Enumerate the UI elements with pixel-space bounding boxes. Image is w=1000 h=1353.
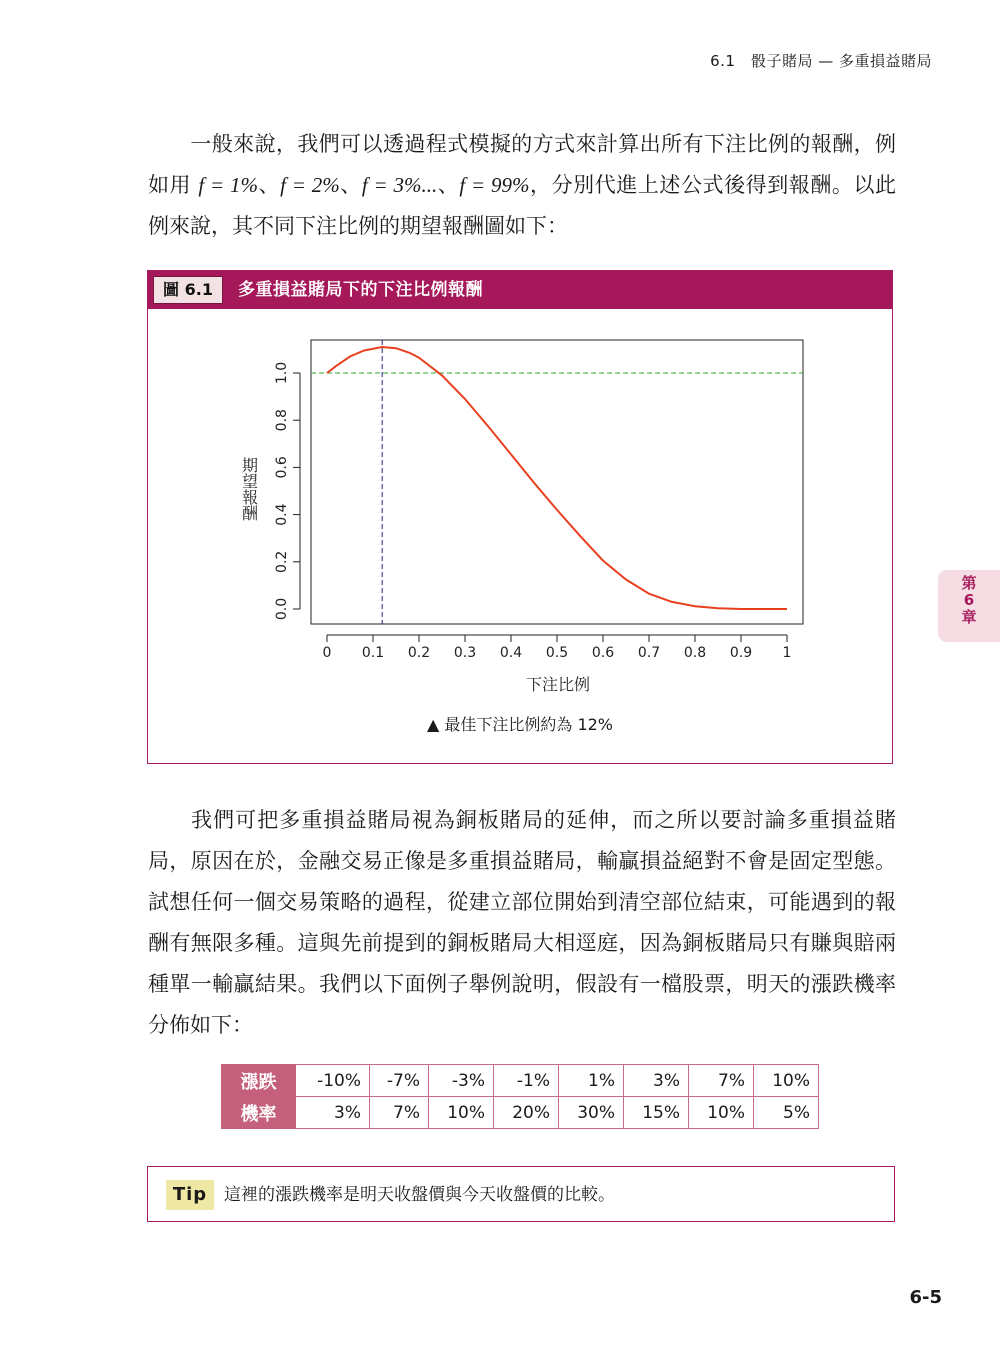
table-cell: -10% xyxy=(296,1065,370,1097)
table-cell: 7% xyxy=(370,1097,429,1129)
page-number: 6-5 xyxy=(909,1287,942,1308)
x-tick-label: 0.5 xyxy=(545,645,569,661)
table-cell: 1% xyxy=(559,1065,624,1097)
table-row-change xyxy=(222,1065,819,1097)
x-axis-label: 下注比例 xyxy=(525,675,591,694)
separator-2: 、 xyxy=(339,173,362,197)
y-tick-label: 0.6 xyxy=(274,456,290,479)
tip-box xyxy=(147,1166,895,1222)
table-cell: 5% xyxy=(754,1097,819,1129)
x-tick-label: 0.2 xyxy=(407,645,431,661)
tip-text: 這裡的漲跌機率是明天收盤價與今天收盤價的比較。 xyxy=(224,1185,615,1205)
chapter-tab-line-1: 第 xyxy=(961,574,977,592)
x-tick-label: 0.8 xyxy=(683,645,707,661)
chapter-tab-number: 6 xyxy=(963,591,975,609)
x-tick-label: 0.3 xyxy=(453,645,477,661)
return-curve xyxy=(327,347,787,609)
x-tick-label: 0.4 xyxy=(499,645,523,661)
table-cell: 10% xyxy=(754,1065,819,1097)
tip-label: Tip xyxy=(166,1180,214,1210)
table-cell: 3% xyxy=(624,1065,689,1097)
figure-title: 多重損益賭局下的下注比例報酬 xyxy=(238,280,483,300)
table-row-probability xyxy=(222,1097,819,1129)
formula-f1: f = 1% xyxy=(198,173,258,197)
probability-table xyxy=(221,1064,819,1129)
x-tick-label: 0.7 xyxy=(637,645,661,661)
y-tick-label: 0.8 xyxy=(274,409,290,432)
formula-f2: f = 2% xyxy=(280,173,340,197)
table-cell: 20% xyxy=(494,1097,559,1129)
paragraph-intro xyxy=(148,124,896,247)
paragraph-body-text: 我們可把多重損益賭局視為銅板賭局的延伸，而之所以要討論多重損益賭局，原因在於，金融交易正像是多重損益賭局，輸贏損益絕對不會是固定型態。試想任何一個交易策略的過程，從建立部位開始到清空部位結束，可能遇到的報酬有無限多種。這與先前提到的銅板賭局大相逕庭，因為銅板賭局只有賺與賠兩種單一輸贏結果。我們以下面例子舉例說明，假設有一檔股票，明天的漲跌機率分佈如下： xyxy=(148,808,896,1037)
paragraph-body xyxy=(148,800,896,1046)
row-header-change: 漲跌 xyxy=(222,1065,296,1097)
x-tick-label: 0.1 xyxy=(361,645,385,661)
figure-header xyxy=(148,271,892,309)
figure-caption: ▲ 最佳下注比例約為 12% xyxy=(426,715,614,734)
formula-f4: f = 99% xyxy=(459,173,530,197)
paragraph-intro-text-1: 一般來說，我們可以透過程式模擬的方式來計算出所有下注比例的報酬，例如用 xyxy=(148,132,896,197)
y-tick-label: 0.2 xyxy=(274,550,290,573)
table-cell: -1% xyxy=(494,1065,559,1097)
formula-f3: f = 3%... xyxy=(361,173,438,197)
y-axis-label: 期望報酬 xyxy=(239,457,259,521)
x-axis xyxy=(323,635,792,661)
x-tick-label: 0.9 xyxy=(729,645,753,661)
chapter-tab xyxy=(938,570,1000,642)
x-tick-label: 0 xyxy=(322,645,332,661)
table-cell: 10% xyxy=(429,1097,494,1129)
table-cell: 30% xyxy=(559,1097,624,1129)
row-header-probability: 機率 xyxy=(222,1097,296,1129)
y-tick-label: 0.4 xyxy=(274,503,290,526)
x-tick-label: 0.6 xyxy=(591,645,615,661)
table-cell: 3% xyxy=(296,1097,370,1129)
y-tick-label: 1.0 xyxy=(274,361,290,385)
paragraph-intro-text-2: ，分別代進上述公式後得到報酬。以此例來說，其不同下注比例的期望報酬圖如下： xyxy=(148,173,897,238)
running-head: 6.1 骰子賭局 — 多重損益賭局 xyxy=(710,52,932,70)
table-cell: 7% xyxy=(689,1065,754,1097)
separator-1: 、 xyxy=(257,173,281,197)
y-tick-label: 0.0 xyxy=(274,597,290,621)
expected-return-chart xyxy=(148,311,892,706)
figure-box xyxy=(147,270,893,764)
table-cell: -3% xyxy=(429,1065,494,1097)
y-axis xyxy=(274,362,300,620)
figure-tag: 圖 6.1 xyxy=(153,276,223,304)
separator-3: 、 xyxy=(437,173,460,197)
plot-frame xyxy=(311,340,803,624)
x-tick-label: 1 xyxy=(782,645,792,661)
table-cell: 10% xyxy=(689,1097,754,1129)
chapter-tab-line-3: 章 xyxy=(961,608,977,626)
table-cell: -7% xyxy=(370,1065,429,1097)
table-cell: 15% xyxy=(624,1097,689,1129)
